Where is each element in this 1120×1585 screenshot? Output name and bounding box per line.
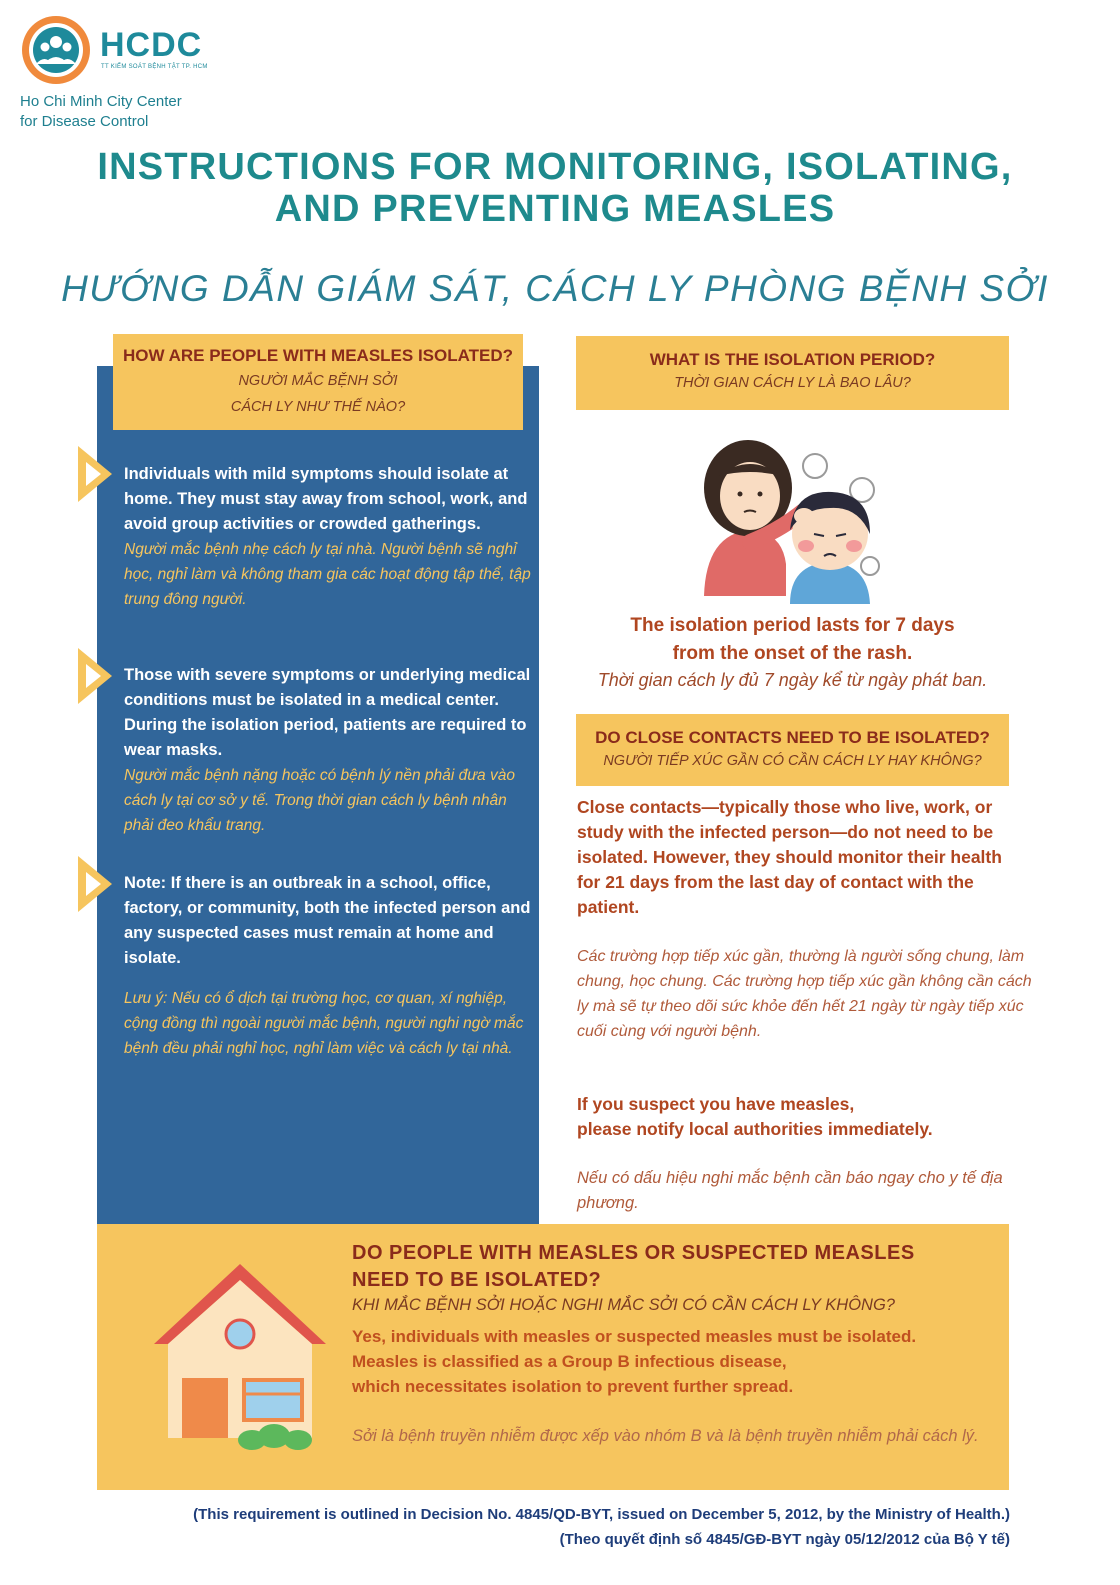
page-title — [60, 146, 1050, 230]
close-contacts-text-vi: Các trường hợp tiếp xúc gần, thường là người sống chung, làm chung, học chung. Các trường hợp tiếp xúc gần không cần cách ly mà sẽ tự theo dõi sức khỏe đến hết 21 ngày từ ngày tiếp xúc cuối cùng với người bệnh. — [577, 948, 1032, 1040]
bullet-text-vi: Người mắc bệnh nặng hoặc có bệnh lý nền phải đưa vào cách ly tại cơ sở y tế. Trong thời gian cách ly bệnh nhân phải đeo khẩu trang. — [124, 767, 515, 834]
isolation-period-heading — [576, 336, 1009, 410]
isolation-period-text-vi: Thời gian cách ly đủ 7 ngày kể từ ngày phát ban. — [597, 670, 988, 690]
question-line-2: NEED TO BE ISOLATED? — [352, 1269, 602, 1291]
brand-subtitle: TT KIỂM SOÁT BỆNH TẬT TP. HCM — [101, 64, 208, 70]
isolation-question-vi: KHI MẮC BỆNH SỞI HOẶC NGHI MẮC SỞI CÓ CẦN CÁCH LY KHÔNG? — [352, 1296, 895, 1314]
heading-en: HOW ARE PEOPLE WITH MEASLES ISOLATED? — [122, 346, 514, 365]
bullet-text-en: Those with severe symptoms or underlying medical conditions must be isolated in a medical center. During the isolation period, patients are required to wear masks. — [124, 666, 531, 759]
arrow-bullet-icon — [78, 648, 112, 704]
isolation-period-text-en — [576, 612, 1009, 668]
arrow-bullet-icon — [78, 446, 112, 502]
heading-en: WHAT IS THE ISOLATION PERIOD? — [649, 350, 936, 369]
answer-line-2: Measles is classified as a Group B infectious disease, — [352, 1352, 787, 1371]
bullet-severe-symptoms — [124, 663, 532, 838]
bullet-outbreak-note — [124, 871, 536, 1061]
period-line-1: The isolation period lasts for 7 days — [630, 615, 955, 636]
heading-vi-1: NGƯỜI MẮC BỆNH SỞI — [238, 373, 398, 389]
organization-name — [20, 92, 260, 132]
bullet-mild-symptoms — [124, 462, 532, 612]
bullet-text-vi: Lưu ý: Nếu có ổ dịch tại trường học, cơ quan, xí nghiệp, cộng đồng thì ngoài người mắc bệnh, người nghi ngờ mắc bệnh đều phải nghỉ học, nghỉ làm việc và cách ly tại nhà. — [124, 990, 524, 1057]
arrow-bullet-icon — [78, 856, 112, 912]
footer-reference-vi: (Theo quyết định số 4845/GĐ-BYT ngày 05/12/2012 của Bộ Y tế) — [559, 1531, 1010, 1548]
bullet-text-vi: Người mắc bệnh nhẹ cách ly tại nhà. Người bệnh sẽ nghỉ học, nghỉ làm và không tham gia các hoạt động tập thể, tập trung đông người. — [124, 541, 531, 608]
bullet-text-en: Individuals with mild symptoms should isolate at home. They must stay away from school, work, and avoid group activities or crowded gatherings. — [124, 465, 528, 533]
period-line-2: from the onset of the rash. — [672, 643, 913, 664]
house-icon — [140, 1252, 340, 1457]
suspect-line-1: If you suspect you have measles, — [577, 1094, 855, 1114]
footer-reference-en: (This requirement is outlined in Decision No. 4845/QD-BYT, issued on December 5, 2012, by the Ministry of Health.) — [193, 1506, 1010, 1523]
caregiver-child-illustration — [690, 434, 890, 604]
close-contacts-heading — [576, 714, 1009, 786]
answer-line-3: which necessitates isolation to prevent further spread. — [352, 1377, 794, 1396]
question-line-1: DO PEOPLE WITH MEASLES OR SUSPECTED MEASLES — [352, 1242, 915, 1264]
isolation-answer-vi: Sởi là bệnh truyền nhiễm được xếp vào nhóm B và là bệnh truyền nhiễm phải cách lý. — [352, 1427, 979, 1445]
page-subtitle-vi: HƯỚNG DẪN GIÁM SÁT, CÁCH LY PHÒNG BỆNH SỞI — [61, 268, 1049, 309]
brand-name: HCDC — [100, 26, 203, 64]
isolation-methods-heading — [113, 334, 523, 430]
isolation-answer-en — [352, 1324, 1002, 1399]
heading-vi: THỜI GIAN CÁCH LY LÀ BAO LÂU? — [674, 375, 911, 391]
isolation-question-en — [352, 1240, 992, 1294]
close-contacts-text-en: Close contacts—typically those who live, work, or study with the infected person—do not need to be isolated. However, they should monitor their health for 21 days from the last day of contact with the patient. — [577, 797, 1002, 917]
answer-line-1: Yes, individuals with measles or suspected measles must be isolated. — [352, 1327, 917, 1346]
org-line-1: Ho Chi Minh City Center — [20, 93, 182, 110]
heading-vi: NGƯỜI TIẾP XÚC GẦN CÓ CẦN CÁCH LY HAY KHÔNG? — [603, 753, 982, 769]
heading-vi-2: CÁCH LY NHƯ THẾ NÀO? — [230, 399, 406, 415]
hcdc-logo — [20, 14, 92, 86]
suspect-line-2: please notify local authorities immediately. — [577, 1119, 933, 1139]
heading-en: DO CLOSE CONTACTS NEED TO BE ISOLATED? — [595, 728, 990, 747]
notify-authorities-text-vi: Nếu có dấu hiệu nghi mắc bệnh cần báo ngay cho y tế địa phương. — [577, 1169, 1003, 1212]
notify-authorities-text-en — [577, 1092, 1017, 1142]
org-line-2: for Disease Control — [20, 113, 149, 130]
title-line-2: AND PREVENTING MEASLES — [274, 188, 836, 230]
bullet-text-en: Note: If there is an outbreak in a school, office, factory, or community, both the infected person and any suspected cases must remain at home and isolate. — [124, 874, 531, 967]
title-line-1: INSTRUCTIONS FOR MONITORING, ISOLATING, — [97, 146, 1013, 188]
